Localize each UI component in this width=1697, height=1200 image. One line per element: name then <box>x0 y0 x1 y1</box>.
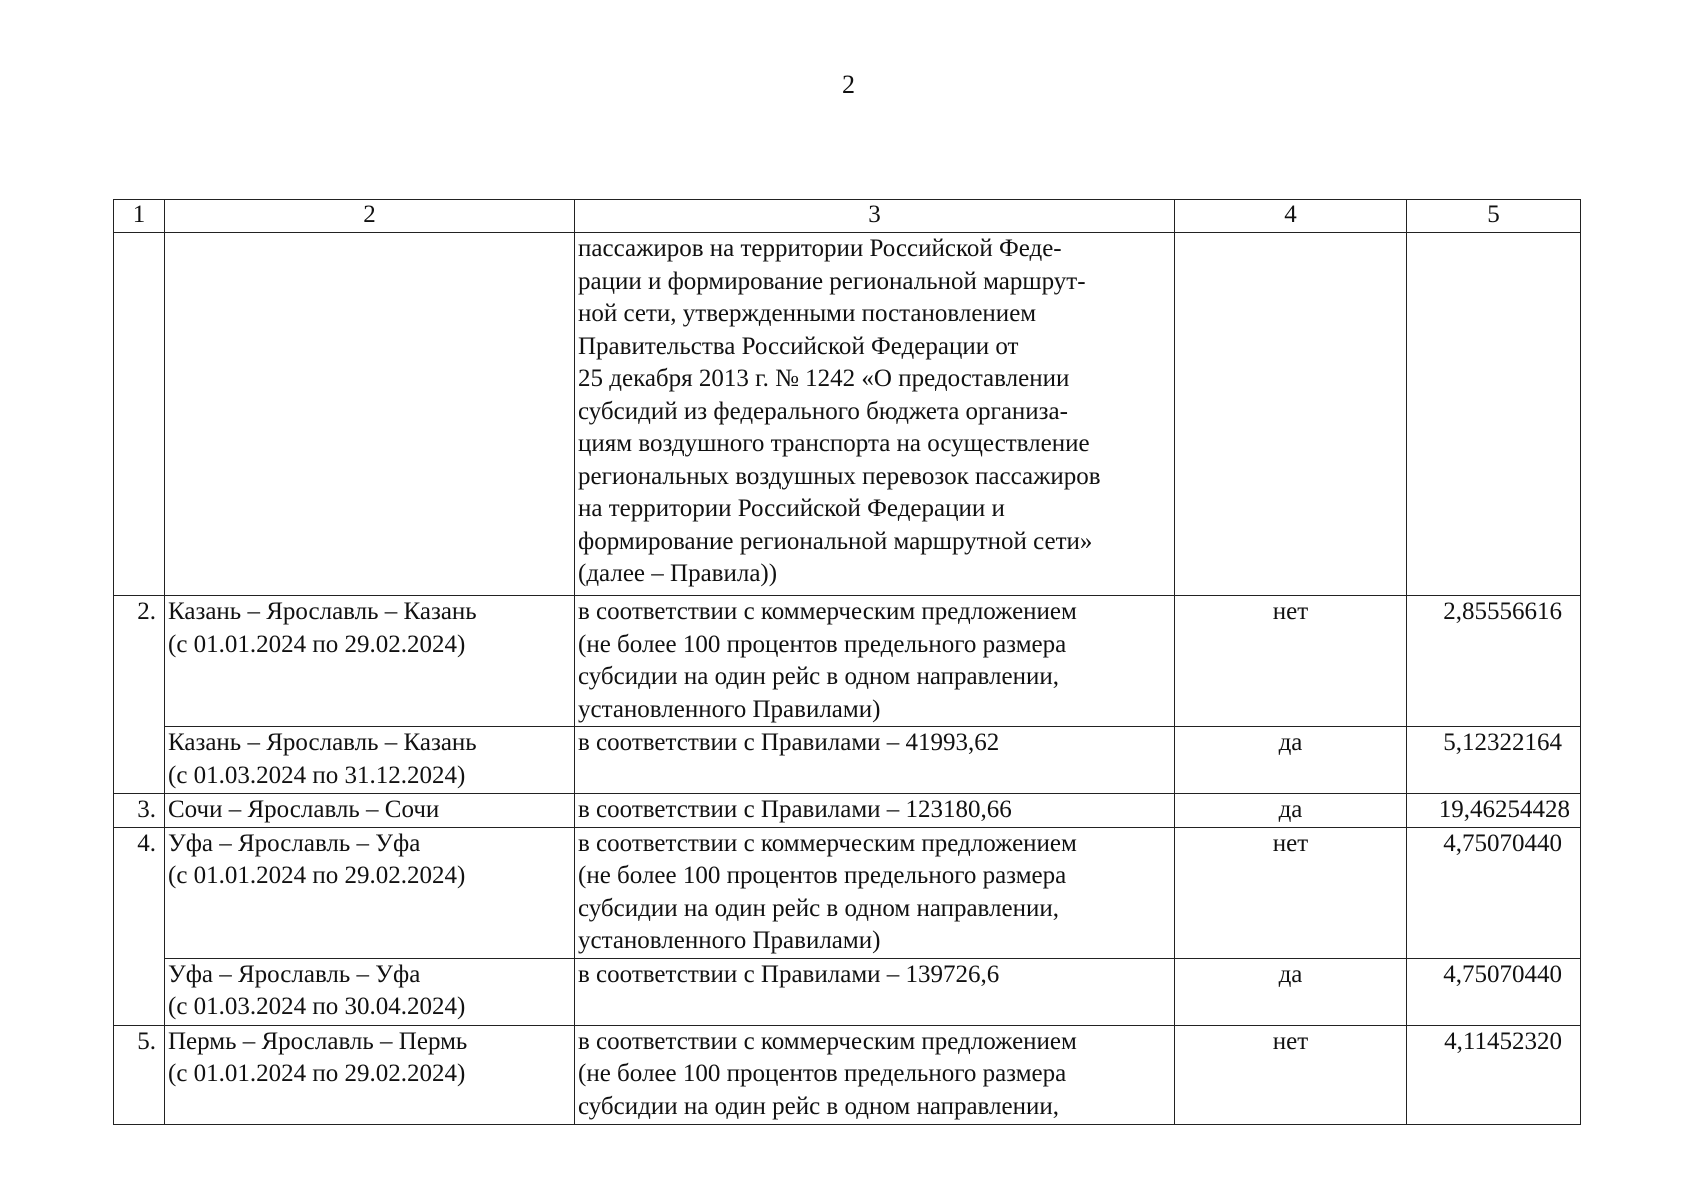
terms-cell: пассажиров на территории Российской Феде- рации и формирование региональной маршрут- ной сети, утвержденными постановлением Правительства Российской Федерации от 25 декабря 2013 г. № 1242 «О предоставлении субсидий из федерального бюджета организа- циям воздушного транспорта на осуществление региональных воздушных перевозок пассажиров на территории Российской Федерации и формирование региональной маршрутной сети» (далее – Правила)) <box>575 233 1175 596</box>
flag-cell: да <box>1175 727 1407 794</box>
route-cell: Казань – Ярославль – Казань (с 01.01.2024 по 29.02.2024) <box>165 596 575 727</box>
value-cell: 5,12322164 <box>1407 727 1581 794</box>
flag-cell: нет <box>1175 596 1407 727</box>
row-number: 2. <box>114 596 165 794</box>
flag-cell: нет <box>1175 1025 1407 1124</box>
value-cell: 4,75070440 <box>1407 827 1581 958</box>
header-col-4: 4 <box>1175 200 1407 233</box>
route-cell: Сочи – Ярославль – Сочи <box>165 794 575 828</box>
row-number: 5. <box>114 1025 165 1124</box>
page-number: 2 <box>842 70 855 99</box>
flag-cell: да <box>1175 794 1407 828</box>
route-cell: Казань – Ярославль – Казань (с 01.03.2024 по 31.12.2024) <box>165 727 575 794</box>
value-cell <box>1407 233 1581 596</box>
header-col-3: 3 <box>575 200 1175 233</box>
header-col-2: 2 <box>165 200 575 233</box>
value-cell: 4,75070440 <box>1407 958 1581 1025</box>
route-cell: Пермь – Ярославль – Пермь (с 01.01.2024 по 29.02.2024) <box>165 1025 575 1124</box>
header-col-5: 5 <box>1407 200 1581 233</box>
route-cell: Уфа – Ярославль – Уфа (с 01.01.2024 по 29.02.2024) <box>165 827 575 958</box>
table-header-row <box>114 200 1581 233</box>
row-number: 3. <box>114 794 165 828</box>
table-row <box>114 958 1581 1025</box>
table-row <box>114 1025 1581 1124</box>
terms-cell: в соответствии с Правилами – 139726,6 <box>575 958 1175 1025</box>
subsidy-table <box>113 199 1581 1125</box>
terms-cell: в соответствии с коммерческим предложением (не более 100 процентов предельного размера субсидии на один рейс в одном направлении, <box>575 1025 1175 1124</box>
flag-cell <box>1175 233 1407 596</box>
value-cell: 4,11452320 <box>1407 1025 1581 1124</box>
value-cell: 19,46254428 <box>1407 794 1581 828</box>
route-cell <box>165 233 575 596</box>
flag-cell: нет <box>1175 827 1407 958</box>
route-cell: Уфа – Ярославль – Уфа (с 01.03.2024 по 30.04.2024) <box>165 958 575 1025</box>
header-col-1: 1 <box>114 200 165 233</box>
row-number: 4. <box>114 827 165 1025</box>
value-cell: 2,85556616 <box>1407 596 1581 727</box>
table-row <box>114 827 1581 958</box>
terms-cell: в соответствии с Правилами – 123180,66 <box>575 794 1175 828</box>
table-row <box>114 727 1581 794</box>
terms-cell: в соответствии с коммерческим предложением (не более 100 процентов предельного размера субсидии на один рейс в одном направлении, установленного Правилами) <box>575 596 1175 727</box>
table-row <box>114 794 1581 828</box>
row-number <box>114 233 165 596</box>
terms-cell: в соответствии с коммерческим предложением (не более 100 процентов предельного размера субсидии на один рейс в одном направлении, установленного Правилами) <box>575 827 1175 958</box>
terms-cell: в соответствии с Правилами – 41993,62 <box>575 727 1175 794</box>
flag-cell: да <box>1175 958 1407 1025</box>
table-row <box>114 233 1581 596</box>
table-row <box>114 596 1581 727</box>
